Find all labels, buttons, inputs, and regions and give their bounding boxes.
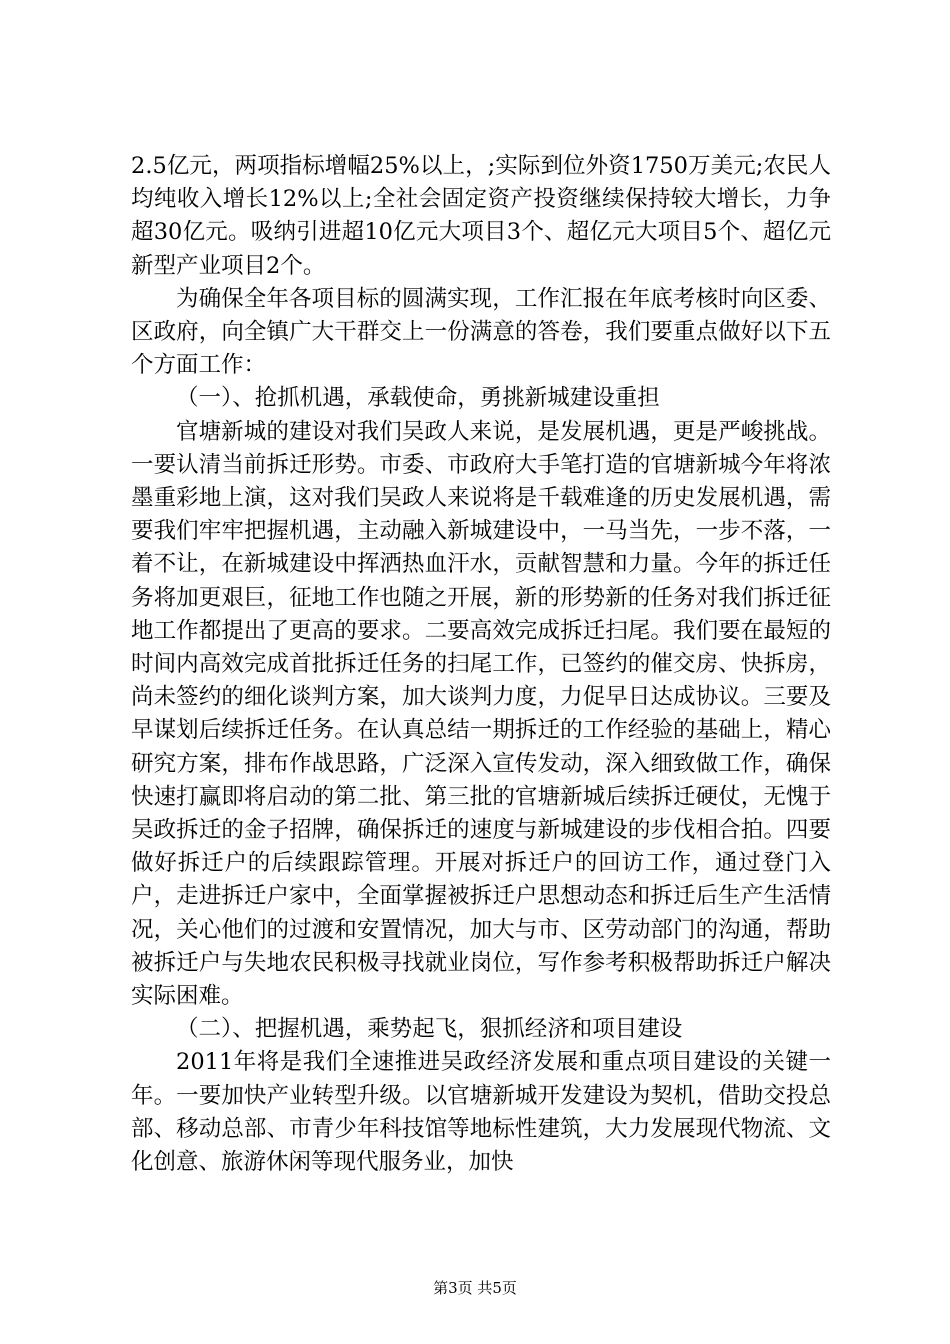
paragraph-section-1: 官塘新城的建设对我们吴政人来说，是发展机遇，更是严峻挑战。一要认清当前拆迁形势。市委、市政府大手笔打造的官塘新城今年将浓墨重彩地上演，这对我们吴政人来说将是千载难逢的历史发展机遇，需要我们牢牢把握机遇，主动融入新城建设中，一马当先，一步不落，一着不让，在新城建设中挥洒热血汗水，贡献智慧和力量。今年的拆迁任务将加更艰巨，征地工作也随之开展，新的形势新的任务对我们拆迁征地工作都提出了更高的要求。二要高效完成拆迁扫尾。我们要在最短的时间内高效完成首批拆迁任务的扫尾工作，已签约的催交房、快拆房，尚未签约的细化谈判方案，加大谈判力度，力促早日达成协议。三要及早谋划后续拆迁任务。在认真总结一期拆迁的工作经验的基础上，精心研究方案，排布作战思路，广泛深入宣传发动，深入细致做工作，确保快速打赢即将启动的第二批、第三批的官塘新城后续拆迁硬仗，无愧于吴政拆迁的金子招牌，确保拆迁的速度与新城建设的步伐相合拍。四要做好拆迁户的后续跟踪管理。开展对拆迁户的回访工作，通过登门入户，走进拆迁户家中，全面掌握被拆迁户思想动态和拆迁后生产生活情况，关心他们的过渡和安置情况，加大与市、区劳动部门的沟通，帮助被拆迁户与失地农民积极寻找就业岗位，写作参考积极帮助拆迁户解决实际困难。 (131, 418, 831, 1010)
paragraph-intro: 为确保全年各项目标的圆满实现，工作汇报在年底考核时向区委、区政府，向全镇广大干群交上一份满意的答卷，我们要重点做好以下五个方面工作： (131, 285, 831, 379)
section-heading-2: （二）、把握机遇，乘势起飞，狠抓经济和项目建设 (176, 1016, 683, 1043)
document-body (131, 150, 831, 1179)
page-footer: 第3页 共5页 (433, 1279, 517, 1297)
paragraph-targets: 2.5亿元，两项指标增幅25%以上，;实际到位外资1750万美元;农民人均纯收入增长12%以上;全社会固定资产投资继续保持较大增长，力争超30亿元。吸纳引进超10亿元大项目3个、超亿元大项目5个、超亿元新型产业项目2个。 (131, 153, 831, 279)
paragraph-section-2: 2011年将是我们全速推进吴政经济发展和重点项目建设的关键一年。一要加快产业转型升级。以官塘新城开发建设为契机，借助交投总部、移动总部、市青少年科技馆等地标性建筑，大力发展现代物流、文化创意、旅游休闲等现代服务业，加快 (131, 1049, 831, 1176)
section-heading-1: （一）、抢抓机遇，承载使命，勇挑新城建设重担 (176, 385, 660, 412)
